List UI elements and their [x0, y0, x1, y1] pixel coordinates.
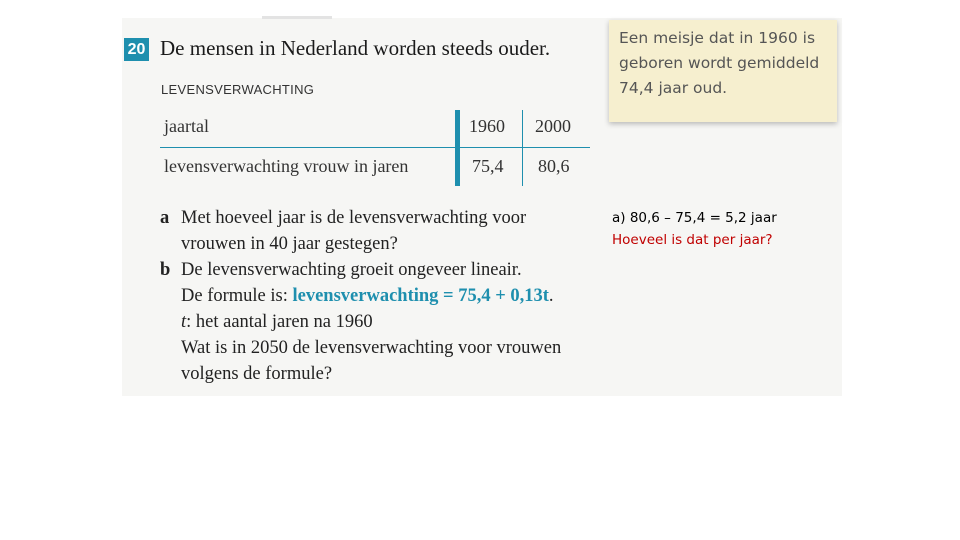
variable-description: : het aantal jaren na 1960 — [186, 312, 373, 332]
question-b-line5: volgens de formule? — [181, 364, 333, 384]
question-b-variable-line — [181, 309, 373, 335]
note-line1: Een meisje dat in 1960 is — [619, 29, 816, 47]
table-cell-year-1960: 1960 — [469, 116, 505, 136]
life-expectancy-table — [160, 108, 590, 188]
answer-line2: Hoeveel is dat per jaar? — [612, 232, 773, 248]
question-b-line1: De levensverwachting groeit ongeveer lineair. — [181, 260, 522, 280]
question-a-line2: vrouwen in 40 jaar gestegen? — [181, 234, 398, 254]
table-row-label-expectancy: levensverwachting vrouw in jaren — [164, 156, 409, 176]
answer-line1: a) 80,6 – 75,4 = 5,2 jaar — [612, 210, 777, 226]
answer-block — [612, 207, 777, 251]
note-line2: geboren wordt gemiddeld — [619, 54, 820, 72]
top-rule — [262, 16, 332, 19]
question-a-line1: Met hoeveel jaar is de levensverwachting voor — [181, 208, 527, 228]
table-cell-value-2000: 80,6 — [538, 156, 570, 176]
question-a-letter: a — [160, 208, 170, 228]
variable-t: t — [181, 312, 187, 332]
sticky-note — [609, 20, 837, 122]
table-cell-value-1960: 75,4 — [472, 156, 504, 176]
table-divider-vertical — [522, 110, 523, 186]
exercise-number-badge: 20 — [124, 38, 149, 61]
table-divider-thick — [455, 110, 460, 186]
formula-suffix: . — [548, 286, 554, 306]
table-row-label-year: jaartal — [164, 116, 209, 136]
question-b-line4: Wat is in 2050 de levensverwachting voor vrouwen — [181, 338, 562, 358]
question-b-letter: b — [160, 260, 171, 280]
table-divider-horizontal — [160, 147, 590, 148]
section-label: LEVENSVERWACHTING — [161, 82, 315, 97]
formula: levensverwachting = 75,4 + 0,13t — [292, 286, 549, 306]
formula-prefix: De formule is: — [181, 286, 293, 306]
note-line3: 74,4 jaar oud. — [619, 79, 728, 97]
table-cell-year-2000: 2000 — [535, 116, 571, 136]
question-b-formula-line — [181, 283, 554, 309]
exercise-title: De mensen in Nederland worden steeds ouder. — [160, 36, 551, 60]
